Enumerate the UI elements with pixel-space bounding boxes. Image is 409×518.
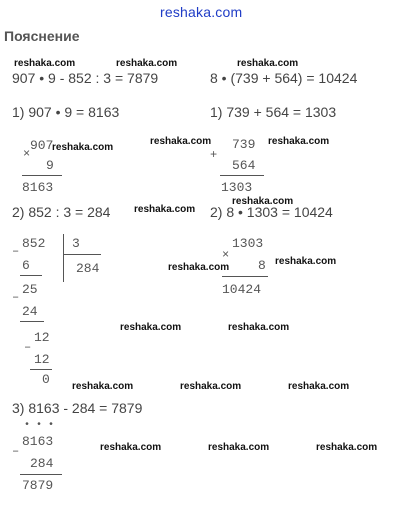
left-step-1: 1) 907 • 9 = 8163 (12, 104, 120, 120)
division-rule (63, 254, 101, 255)
right-step-1: 1) 739 + 564 = 1303 (210, 104, 337, 120)
column-mult-factor-a: 1303 (232, 236, 264, 251)
minus-sign: – (12, 244, 20, 258)
division-row: 12 (34, 352, 50, 367)
watermark: reshaka.com (100, 442, 162, 453)
column-mult-factor-b: 8 (258, 258, 266, 273)
column-sub-minuend: 8163 (22, 434, 54, 449)
right-expression: 8 • (739 + 564) = 10424 (210, 70, 358, 86)
column-add-term-b: 564 (232, 158, 256, 173)
plus-sign: + (210, 148, 218, 162)
minus-sign: – (12, 444, 20, 458)
watermark: reshaka.com (288, 381, 350, 392)
watermark: reshaka.com (316, 442, 378, 453)
site-name: reshaka.com (160, 4, 243, 20)
division-rule (20, 275, 42, 276)
times-sign: × (222, 248, 230, 262)
division-row: 24 (22, 304, 38, 319)
division-dividend: 852 (22, 236, 46, 251)
column-rule (22, 175, 62, 176)
watermark: reshaka.com (168, 262, 230, 273)
division-rule (30, 369, 52, 370)
watermark: reshaka.com (150, 136, 212, 147)
column-mult-factor-b: 9 (46, 158, 54, 173)
minus-sign: – (12, 290, 20, 304)
watermark: reshaka.com (180, 381, 242, 392)
watermark: reshaka.com (52, 142, 114, 153)
borrow-dots: • • • (24, 420, 55, 431)
watermark: reshaka.com (275, 256, 337, 267)
division-row: 12 (34, 330, 50, 345)
division-bar (63, 234, 64, 282)
left-step-2: 2) 852 : 3 = 284 (12, 204, 111, 220)
watermark: reshaka.com (228, 322, 290, 333)
watermark: reshaka.com (232, 196, 294, 207)
column-sub-result: 7879 (22, 478, 54, 493)
watermark: reshaka.com (268, 136, 330, 147)
division-row: 25 (22, 282, 38, 297)
division-remainder: 0 (42, 372, 50, 387)
watermark: reshaka.com (116, 58, 178, 69)
watermark: reshaka.com (208, 442, 270, 453)
column-sub-subtrahend: 284 (30, 456, 54, 471)
watermark: reshaka.com (72, 381, 134, 392)
watermark: reshaka.com (134, 204, 196, 215)
column-mult-result: 10424 (222, 282, 262, 297)
division-quotient: 284 (76, 261, 100, 276)
right-step-2: 2) 8 • 1303 = 10424 (210, 204, 333, 220)
column-add-result: 1303 (221, 180, 253, 195)
watermark: reshaka.com (14, 58, 76, 69)
watermark: reshaka.com (237, 58, 299, 69)
column-rule (222, 276, 268, 277)
column-add-term-a: 739 (232, 137, 256, 152)
times-sign: × (23, 147, 31, 161)
left-step-3: 3) 8163 - 284 = 7879 (12, 400, 143, 416)
column-mult-factor-a: 907 (30, 138, 54, 153)
division-rule (20, 321, 44, 322)
division-row: 6 (22, 258, 30, 273)
column-rule (220, 175, 264, 176)
column-rule (20, 474, 62, 475)
left-expression: 907 • 9 - 852 : 3 = 7879 (12, 70, 159, 86)
column-mult-result: 8163 (22, 180, 54, 195)
section-heading: Пояснение (4, 28, 80, 44)
watermark: reshaka.com (120, 322, 182, 333)
division-divisor: 3 (72, 236, 80, 251)
minus-sign: – (24, 340, 32, 354)
